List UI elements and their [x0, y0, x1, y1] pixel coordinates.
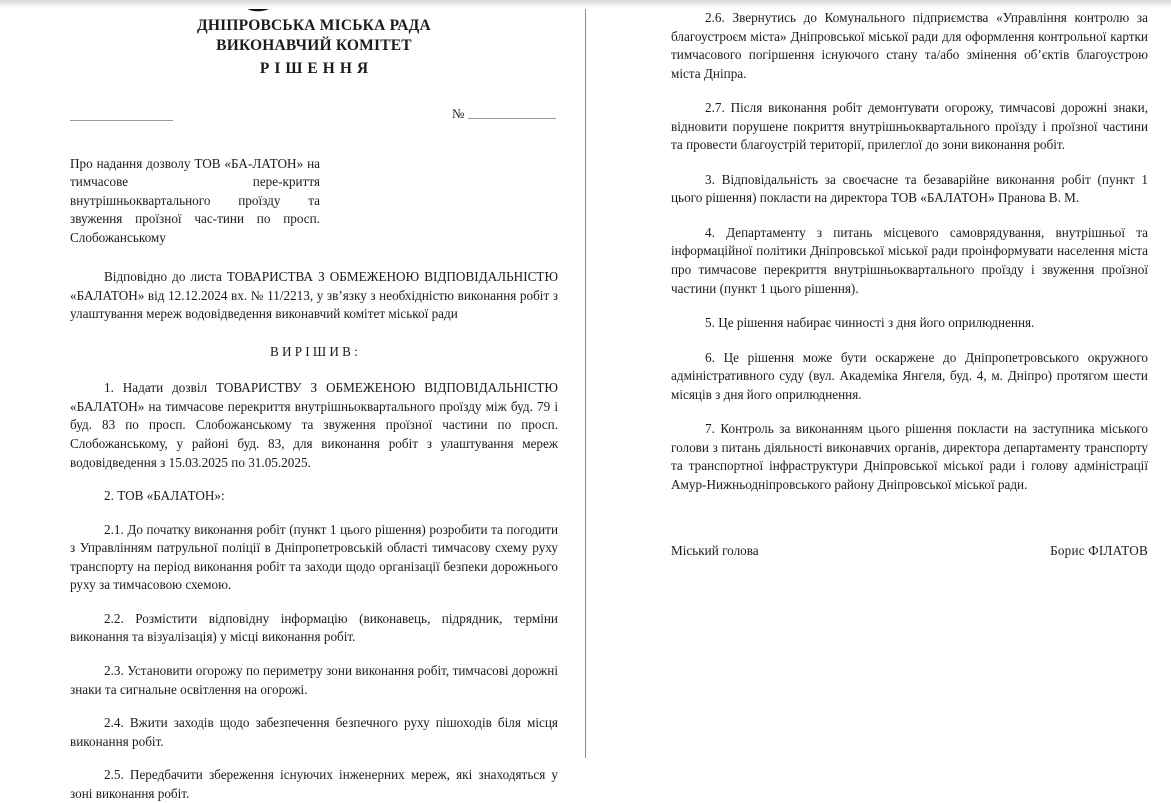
letterhead — [70, 0, 558, 79]
clause-2-4: 2.4. Вжити заходів щодо забезпечення безпечного руху пішоходів біля місця виконання робіт. — [70, 715, 558, 749]
clause-2-3: 2.3. Установити огорожу по периметру зони виконання робіт, тимчасові дорожні знаки та сигнальне освітлення на огорожі. — [70, 662, 558, 697]
document-body-left — [70, 268, 558, 803]
clause-3: 3. Відповідальність за своєчасне та безаварійне виконання робіт (пункт 1 цього рішення) покласти на директора ТОВ «БАЛАТОН» Пранова В. М. — [671, 171, 1148, 206]
date-and-number-row — [70, 99, 558, 137]
preamble-paragraph: Відповідно до листа ТОВАРИСТВА З ОБМЕЖЕНОЮ ВІДПОВІДАЛЬНІСТЮ «БАЛАТОН» від 12.12.2024 вх. № 11/2213, у зв’язку з необхідністю виконання робіт з улаштування мереж водовідведення виконавчий комітет міської ради — [70, 269, 558, 322]
number-group — [452, 107, 556, 122]
clause-7: 7. Контроль за виконанням цього рішення покласти на заступника міського голови з питань діяльності виконавчих органів, директора департаменту транспорту та транспортної інфраструктури Дніпровської міської ради і голову адміністрації Амур-Нижньодніпровського району Дніпровської міської ради. — [671, 421, 1148, 492]
clause-2-2: 2.2. Розмістити відповідну інформацію (виконавець, підрядник, терміни виконання та візуалізація) у місці виконання робіт. — [70, 610, 558, 645]
clause-2-1: 2.1. До початку виконання робіт (пункт 1 цього рішення) розробити та погодити з Управлінням патрульної поліції в Дніпропетровській області тимчасову схему руху транспорту на період виконання робіт та заходи щодо організації безпеки дорожнього руху за тимчасовою схемою. — [70, 521, 558, 593]
signatory-position: Міський голова — [671, 543, 759, 559]
resolve-heading: ВИРІШИВ: — [270, 343, 361, 359]
document-page-right — [585, 0, 1171, 758]
document-body-right — [671, 9, 1148, 494]
organization-name-line2: ВИКОНАВЧИЙ КОМІТЕТ — [216, 36, 412, 54]
clause-5: 5. Це рішення набирає чинності з дня його оприлюднення. — [705, 315, 1035, 331]
signature-block — [671, 543, 1148, 559]
clause-2-7: 2.7. Після виконання робіт демонтувати огорожу, тимчасові дорожні знаки, відновити порушене покриття внутрішньоквартального проїзду і проїзної частини та провести благоустрій території, прилеглої до зони виконання робіт. — [671, 100, 1148, 153]
clause-6: 6. Це рішення може бути оскаржене до Дніпропетровського окружного адміністративного суду (вул. Академіка Янгеля, буд. 4, м. Дніпро) протягом шести місяців з дня його оприлюднення. — [671, 349, 1148, 402]
clause-2-5: 2.5. Передбачити збереження існуючих інженерних мереж, які знаходяться у зоні виконання робіт. — [70, 767, 558, 801]
number-sign-symbol: № — [452, 105, 465, 121]
document-page-left — [0, 0, 585, 801]
city-seal-icon — [230, 0, 286, 12]
signatory-name: Борис ФІЛАТОВ — [1050, 543, 1148, 559]
coat-of-arms-emblem — [230, 0, 286, 12]
document-subject: Про надання дозволу ТОВ «БА-ЛАТОН» на тимчасове пере-криття внутрішньоквартального проїзду та звуження проїзної час-тини по просп. Слобожанському — [70, 155, 320, 245]
clause-4: 4. Департаменту з питань місцевого самоврядування, внутрішньої та інформаційної політики Дніпровської міської ради проінформувати населення міста про тимчасове перекриття внутрішньоквартального проїзду і звуження проїзної частини (пункт 1 цього рішення). — [671, 224, 1148, 296]
clause-2-6: 2.6. Звернутись до Комунального підприємства «Управління контролю за благоустроєм міста» Дніпровської міської ради для оформлення контрольної картки тимчасового погіршення існуючого стану та/або змінення об’єктів благоустрою міста Дніпра. — [671, 10, 1148, 81]
document-title: РІШЕННЯ — [259, 60, 374, 78]
number-blank-rule — [468, 118, 556, 119]
organization-name-line1: ДНІПРОВСЬКА МІСЬКА РАДА — [197, 17, 431, 34]
clause-1: 1. Надати дозвіл ТОВАРИСТВУ З ОБМЕЖЕНОЮ ВІДПОВІДАЛЬНІСТЮ «БАЛАТОН» на тимчасове перекриття внутрішньоквартального проїзду між буд. 79 і буд. 83 по просп. Слобожанському та звуження проїзної частини по просп. Слобожанському, у районі буд. 83, для виконання робіт з улаштування мереж водовідведення з 15.03.2025 по 31.05.2025. — [70, 380, 558, 470]
clause-2: 2. ТОВ «БАЛАТОН»: — [104, 488, 225, 504]
date-blank-rule — [70, 120, 173, 121]
